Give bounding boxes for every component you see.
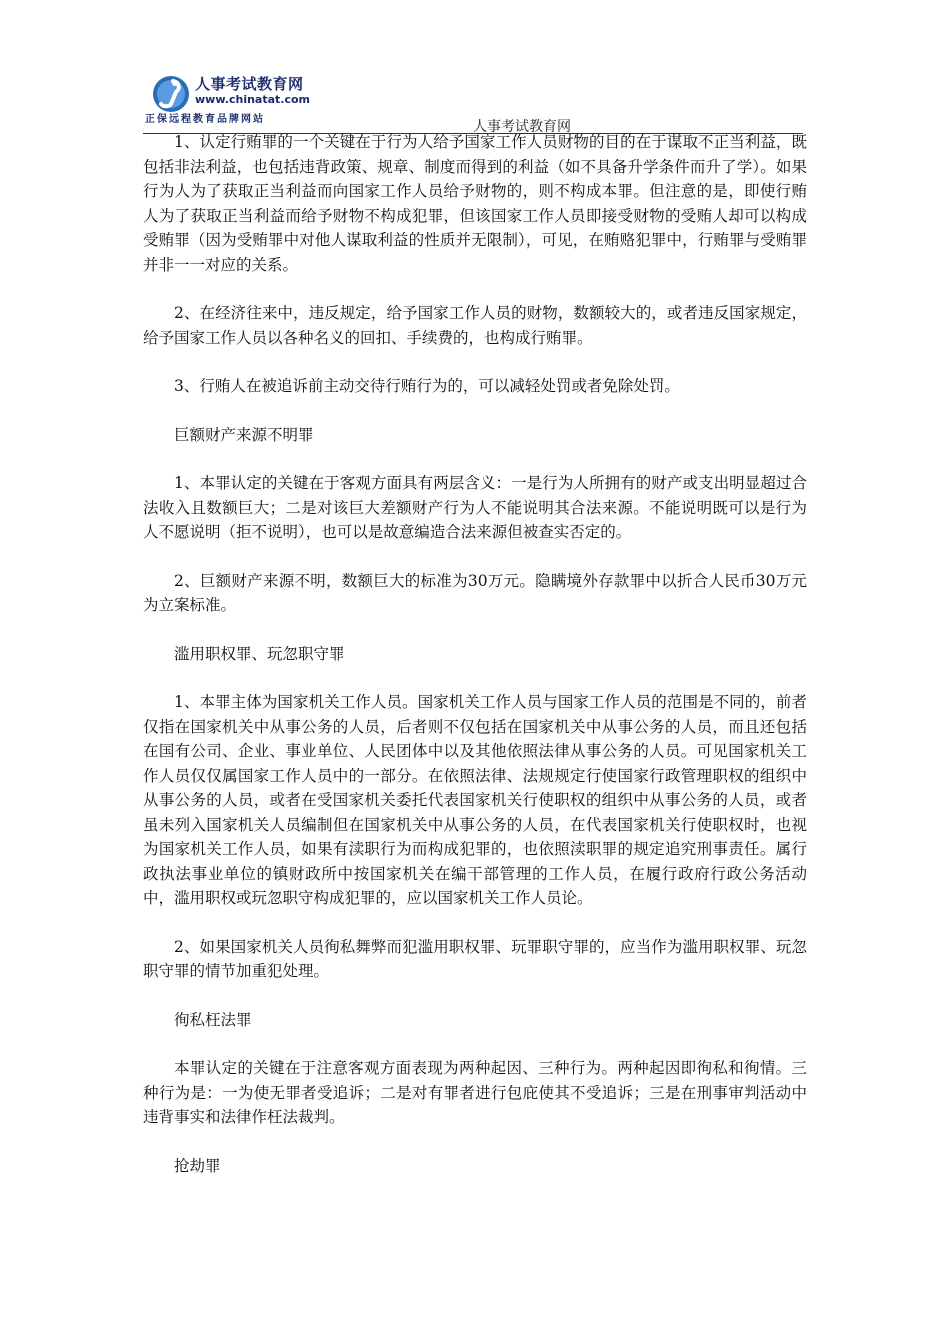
paragraph: 2、在经济往来中，违反规定，给予国家工作人员的财物，数额较大的，或者违反国家规定，给予国家工作人员以各种名义的回扣、手续费的，也构成行贿罪。 xyxy=(143,304,807,347)
section-heading: 抢劫罪 xyxy=(174,1156,221,1175)
paragraph: 2、巨额财产来源不明，数额巨大的标准为30万元。隐瞒境外存款罪中以折合人民币30万元为立案标准。 xyxy=(143,571,807,614)
paragraph: 1、认定行贿罪的一个关键在于行为人给予国家工作人员财物的目的在于谋取不正当利益，既包括非法利益，也包括违背政策、规章、制度而得到的利益（如不具备升学条件而升了学）。如果行为人为了获取正当利益而向国家工作人员给予财物的，则不构成本罪。但注意的是，即使行贿人为了获取正当利益而给予财物不构成犯罪，但该国家工作人员即接受财物的受贿人却可以构成受贿罪（因为受贿罪中对他人谋取利益的性质并无限制），可见，在贿赂犯罪中，行贿罪与受贿罪并非一一对应的关系。 xyxy=(143,133,807,274)
document-body xyxy=(143,130,807,1202)
person-running-logo-icon xyxy=(151,74,191,114)
section-heading: 滥用职权罪、玩忽职守罪 xyxy=(174,644,345,663)
paragraph: 3、行贿人在被追诉前主动交待行贿行为的，可以减轻处罚或者免除处罚。 xyxy=(174,377,680,395)
section-heading: 巨额财产来源不明罪 xyxy=(174,425,314,444)
paragraph: 1、本罪认定的关键在于客观方面具有两层含义：一是行为人所拥有的财产或支出明显超过合法收入且数额巨大；二是对该巨大差额财产行为人不能说明其合法来源。不能说明既可以是行为人不愿说明（拒不说明），也可以是故意编造合法来源但被查实否定的。 xyxy=(143,474,807,541)
paragraph: 1、本罪主体为国家机关工作人员。国家机关工作人员与国家工作人员的范围是不同的，前者仅指在国家机关中从事公务的人员，后者则不仅包括在国家机关中从事公务的人员，而且还包括在国有公司、企业、事业单位、人民团体中以及其他依照法律从事公务的人员。可见国家机关工作人员仅仅属国家工作人员中的一部分。在依照法律、法规规定行使国家行政管理职权的组织中从事公务的人员，或者在受国家机关委托代表国家机关行使职权的组织中从事公务的人员，或者虽未列入国家机关人员编制但在国家机关中从事公务的人员，在代表国家机关行使职权时，也视为国家机关工作人员，如果有渎职行为而构成犯罪的，也依照渎职罪的规定追究刑事责任。属行政执法事业单位的镇财政所中按国家机关在编干部管理的工作人员，在履行政府行政公务活动中，滥用职权或玩忽职守构成犯罪的，应以国家机关工作人员论。 xyxy=(143,693,807,907)
paragraph: 本罪认定的关键在于注意客观方面表现为两种起因、三种行为。两种起因即徇私和徇情。三种行为是：一为使无罪者受追诉；二是对有罪者进行包庇使其不受追诉；三是在刑事审判活动中违背事实和法律作枉法裁判。 xyxy=(143,1059,807,1126)
paragraph: 2、如果国家机关人员徇私舞弊而犯滥用职权罪、玩罪职守罪的，应当作为滥用职权罪、玩忽职守罪的情节加重犯处理。 xyxy=(143,937,807,980)
logo-url: www.chinatat.com xyxy=(195,93,310,106)
page-header xyxy=(143,70,803,135)
site-logo[interactable] xyxy=(143,70,313,126)
logo-title: 人事考试教育网 xyxy=(195,75,304,93)
section-heading: 徇私枉法罪 xyxy=(174,1010,252,1029)
logo-slogan: 正保远程教育品牌网站 xyxy=(145,114,265,125)
header-site-name: 人事考试教育网 xyxy=(473,119,571,135)
